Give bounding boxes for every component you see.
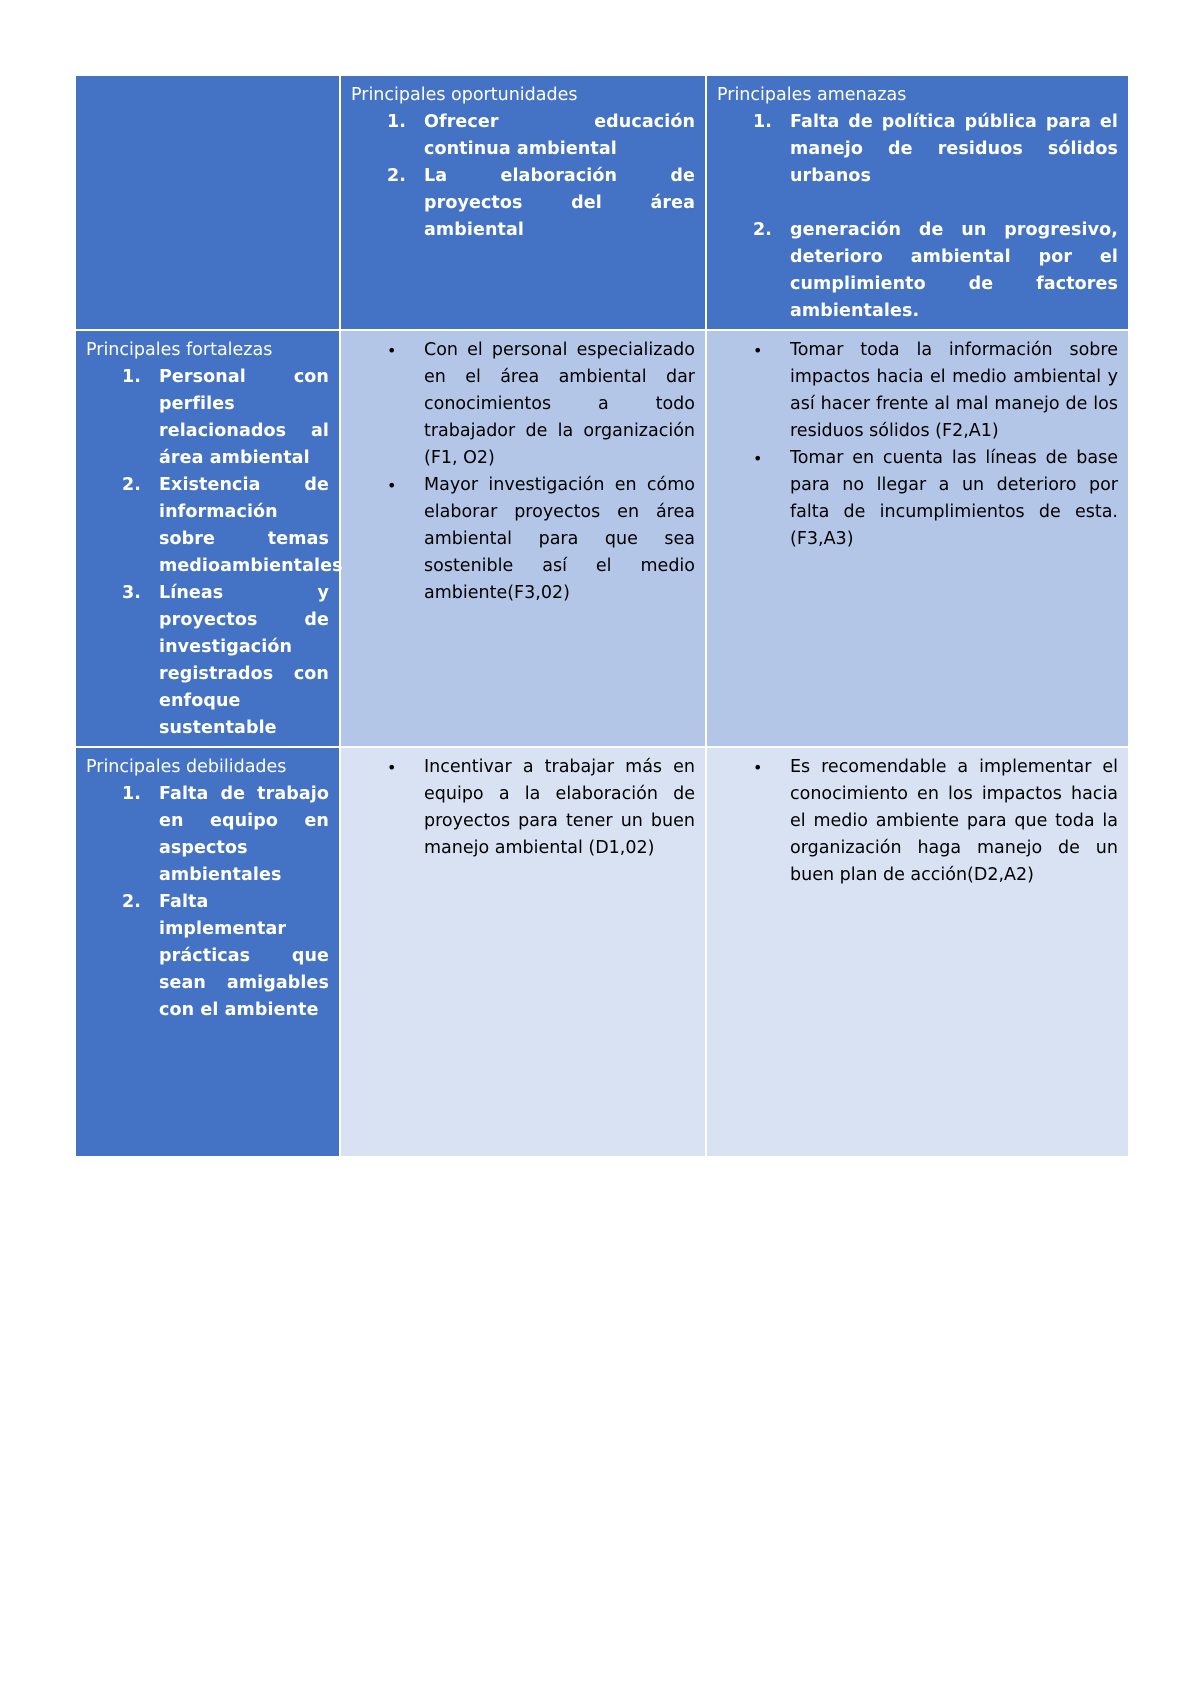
weakness-text: Falta implementar prácticas que sean amigables con el ambiente [159, 892, 329, 1020]
list-number: 2. [122, 892, 142, 912]
foda-matrix-table [74, 74, 1130, 1158]
list-number: 2. [753, 220, 773, 240]
do-strategies-cell [340, 747, 706, 1157]
strategy-item [717, 445, 1118, 553]
fa-strategies-cell [706, 330, 1129, 747]
strength-item [86, 580, 329, 742]
opportunities-list [351, 109, 695, 244]
da-strategies-list [717, 754, 1118, 889]
weakness-item [86, 781, 329, 889]
opportunity-text: La elaboración de proyectos del área ambiental [424, 166, 695, 240]
weaknesses-row [75, 747, 1129, 1157]
fo-strategies-list [351, 337, 695, 607]
strategy-item [717, 337, 1118, 445]
strength-item [86, 364, 329, 472]
list-number: 1. [387, 112, 407, 132]
weakness-item [86, 889, 329, 1024]
strategy-item [351, 337, 695, 472]
bullet-icon: • [753, 758, 763, 777]
threat-item [717, 109, 1118, 190]
list-number: 2. [387, 166, 407, 186]
opportunity-text: Ofrecer educación continua ambiental [424, 112, 695, 159]
bullet-icon: • [753, 341, 763, 360]
weaknesses-cell [75, 747, 340, 1157]
weaknesses-list [86, 781, 329, 1024]
fo-strategies-cell [340, 330, 706, 747]
bullet-icon: • [387, 758, 397, 777]
bullet-icon: • [753, 449, 763, 468]
strategy-item [351, 472, 695, 607]
strength-item [86, 472, 343, 580]
threats-list [717, 109, 1118, 325]
strategy-item [717, 754, 1118, 889]
strengths-row [75, 330, 1129, 747]
threats-header-cell [706, 75, 1129, 330]
strategy-text: Es recomendable a implementar el conocimiento en los impactos hacia el medio ambiente para que toda la organización haga manejo de un buen plan de acción(D2,A2) [790, 757, 1118, 885]
threats-title: Principales amenazas [717, 85, 907, 105]
strength-text: Personal con perfiles relacionados al área ambiental [159, 367, 329, 468]
threat-item [717, 217, 1118, 325]
bullet-icon: • [387, 476, 397, 495]
list-number: 1. [122, 367, 142, 387]
bullet-icon: • [387, 341, 397, 360]
opportunity-item [351, 163, 695, 244]
empty-corner-cell [75, 75, 340, 330]
list-number: 2. [122, 475, 142, 495]
threat-text: generación de un progresivo, deterioro ambiental por el cumplimiento de factores ambientales. [790, 220, 1118, 321]
threat-text: Falta de política pública para el manejo de residuos sólidos urbanos [790, 112, 1118, 186]
header-row [75, 75, 1129, 330]
strategy-text: Con el personal especializado en el área ambiental dar conocimientos a todo trabajador de la organización (F1, O2) [424, 340, 695, 468]
opportunity-item [351, 109, 695, 163]
list-number: 1. [122, 784, 142, 804]
strengths-title: Principales fortalezas [86, 340, 273, 360]
strengths-list [86, 364, 343, 742]
da-strategies-cell [706, 747, 1129, 1157]
strength-text: Líneas y proyectos de investigación registrados con enfoque sustentable [159, 583, 329, 738]
fa-strategies-list [717, 337, 1118, 553]
opportunities-header-cell [340, 75, 706, 330]
strengths-cell [75, 330, 343, 747]
list-number: 1. [753, 112, 773, 132]
do-strategies-list [351, 754, 695, 862]
strategy-text: Mayor investigación en cómo elaborar proyectos en área ambiental para que sea sostenible así el medio ambiente(F3,02) [424, 475, 695, 603]
weaknesses-title: Principales debilidades [86, 757, 287, 777]
strategy-text: Tomar toda la información sobre impactos hacia el medio ambiental y así hacer frente al mal manejo de los residuos sólidos (F2,A1) [790, 340, 1118, 441]
strategy-text: Incentivar a trabajar más en equipo a la elaboración de proyectos para tener un buen manejo ambiental (D1,02) [424, 757, 695, 858]
strategy-text: Tomar en cuenta las líneas de base para no llegar a un deterioro por falta de incumplimientos de esta. (F3,A3) [790, 448, 1118, 549]
list-number: 3. [122, 583, 142, 603]
strength-text: Existencia de información sobre temas medioambientales [159, 475, 343, 576]
opportunities-title: Principales oportunidades [351, 85, 578, 105]
strategy-item [351, 754, 695, 862]
weakness-text: Falta de trabajo en equipo en aspectos ambientales [159, 784, 329, 885]
